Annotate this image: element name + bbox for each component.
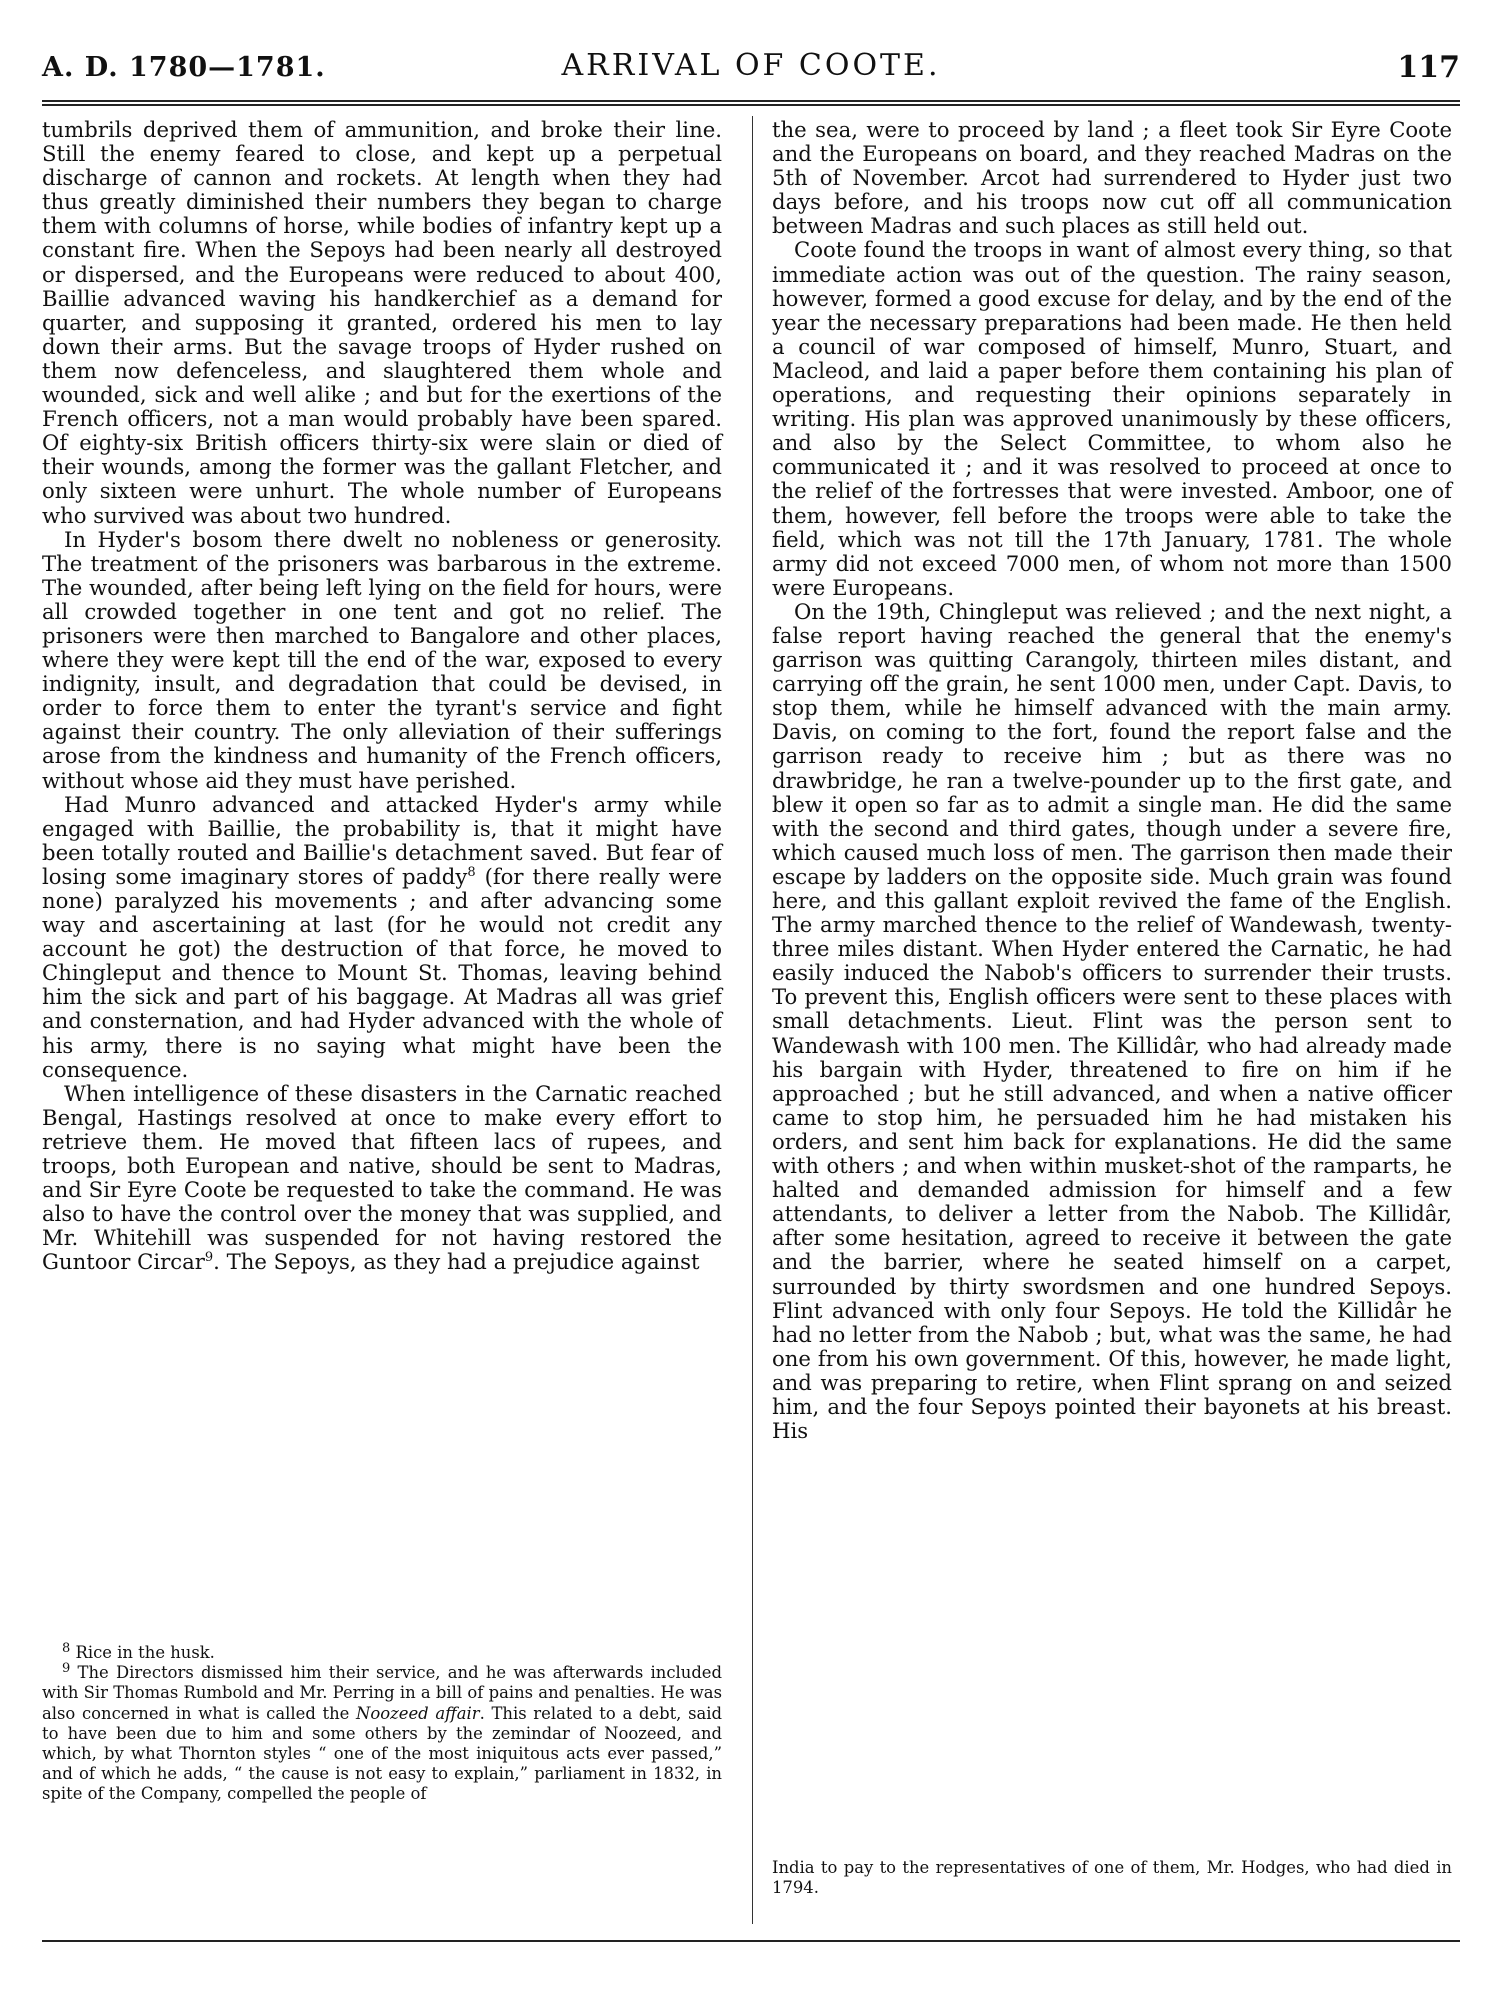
book-page xyxy=(42,40,1460,1968)
header-date-range: A. D. 1780—1781. xyxy=(42,52,326,83)
footnote-ref: 8 xyxy=(467,864,476,880)
footnote-9-continued: India to pay to the representatives of one of them, Mr. Hodges, who had died in 1794. xyxy=(772,1858,1452,1898)
paragraph: the sea, were to proceed by land ; a fleet took Sir Eyre Coote and the Europeans on board, and they reached Madras on the 5th of November. Arcot had surrendered to Hyder just two days before, and his troops now cut off all communication between Madras and such places as still held out. xyxy=(772,117,1452,239)
footnote-9: $^9$ The Directors dismissed him their service, and he was afterwards included with Sir Thomas Rumbold and Mr. Perring in a bill of pains and penalties. He was also concerned in what is called the Noozeed affair. This related to a debt, said to have been due to him and some others by the zemindar of Noozeed, and which, by what Thornton styles “ one of the most iniquitous acts ever passed,” and of which he adds, “ the cause is not easy to explain,” parliament in 1832, in spite of the Company, compelled the people of xyxy=(42,1661,722,1804)
footnote-ref: 9 xyxy=(204,1250,214,1266)
footnote-8: $^8$ Rice in the husk. xyxy=(62,1641,215,1662)
running-header xyxy=(42,40,1460,96)
paragraph: On the 19th, Chingleput was relieved ; and the next night, a false report having reached the general that the enemy's garrison was quitting Carangoly, thirteen miles distant, and carrying off the grain, he sent 1000 men, under Capt. Davis, to stop them, while he himself advanced with the main army. Davis, on coming to the fort, found the report false and the garrison ready to receive him ; but as there was no drawbridge, he ran a twelve-pounder up to the first gate, and blew it open so far as to admit a single man. He did the same with the second and third gates, though under a severe fire, which caused much loss of men. The garrison then made their escape by ladders on the opposite side. Much grain was found here, and this gallant exploit revived the fame of the English. The army marched thence to the relief of Wandewash, twenty-three miles distant. When Hyder entered the Carnatic, he had easily induced the Nabob's officers to surrender their trusts. To prevent this, English officers were sent to these places with small detachments. Lieut. Flint was the person sent to Wandewash with 100 men. The Killidâr, who had already made his bargain with Hyder, threatened to fire on him if he approached ; but he still advanced, and when a native officer came to stop him, he persuaded him he had mistaken his orders, and sent him back for explanations. He did the same with others ; and when within musket-shot of the ramparts, he halted and demanded admission for himself and a few attendants, to deliver a letter from the Nabob. The Killidâr, after some hesitation, agreed to receive it between the gate and the barrier, where he seated himself on a carpet, surrounded by thirty swordsmen and one hundred Sepoys. Flint advanced with only four Sepoys. He told the Killidâr he had no letter from the Nabob ; but, what was the same, he had one from his own government. Of this, however, he made light, and was preparing to retire, when Flint sprang on and seized him, and the four Sepoys pointed their bayonets at his breast. His xyxy=(772,598,1452,1444)
paragraph: Coote found the troops in want of almost every thing, so that immediate action was out of the question. The rainy season, however, formed a good excuse for delay, and by the end of the year the necessary preparations had been made. He then held a council of war composed of himself, Munro, Stuart, and Macleod, and laid a paper before them containing his plan of operations, and requesting their opinions separately in writing. His plan was approved unanimously by these officers, and also by the Select Committee, to whom also he communicated it ; and it was resolved to proceed at once to the relief of the fortresses that were invested. Amboor, one of them, however, fell before the troops were able to take the field, which was not till the 17th January, 1781. The whole army did not exceed 7000 men, of whom not more than 1500 were Europeans. xyxy=(772,237,1452,600)
footnote-marker: 8 xyxy=(62,1641,71,1656)
paragraph: In Hyder's bosom there dwelt no nobleness or generosity. The treatment of the prisoners was barbarous in the extreme. The wounded, after being left lying on the field for hours, were all crowded together in one tent and got no relief. The prisoners were then marched to Bangalore and other places, where they were kept till the end of the war, exposed to every indignity, insult, and degradation that could be devised, in order to force them to enter the tyrant's service and fight against their country. The only alleviation of their sufferings arose from the kindness and humanity of the French officers, without whose aid they must have perished. xyxy=(42,526,722,793)
footnotes-left xyxy=(42,1643,722,1805)
header-title: ARRIVAL OF COOTE. xyxy=(561,48,941,83)
paragraph-text: (for there really were none) paralyzed his movements ; and after advancing some way and ascertaining at last (for he would not credit any account he got) the destruction of that force, he moved to Chingleput and thence to Mount St. Thomas, leaving behind him the sick and part of his baggage. At Madras all was grief and consternation, and had Hyder advanced with the whole of his army, there is no saying what might have been the consequence. xyxy=(42,863,723,1082)
right-column xyxy=(772,118,1452,1443)
paragraph xyxy=(42,793,722,1082)
column-divider xyxy=(752,116,753,1924)
footnote-marker: 9 xyxy=(62,1661,71,1677)
page-number: 117 xyxy=(1397,50,1460,85)
header-rule-top xyxy=(42,100,1460,102)
paragraph-text: . The Sepoys, as they had a prejudice against xyxy=(213,1249,700,1275)
paragraph-text: When intelligence of these disasters in the Carnatic reached Bengal, Hastings resolved at once to make every effort to retrieve them. He moved that fifteen lacs of rupees, and troops, both European and native, should be sent to Madras, and Sir Eyre Coote be requested to take the command. He was also to have the control over the money that was supplied, and Mr. Whitehill was suspended for not having restored the Guntoor Circar xyxy=(42,1080,722,1275)
paragraph: tumbrils deprived them of ammunition, and broke their line. Still the enemy feared to close, and kept up a perpetual discharge of cannon and rockets. At length when they had thus greatly diminished their numbers they began to charge them with columns of horse, while bodies of infantry kept up a constant fire. When the Sepoys had been nearly all destroyed or dispersed, and the Europeans were reduced to about 400, Baillie advanced waving his handkerchief as a demand for quarter, and supposing it granted, ordered his men to lay down their arms. But the savage troops of Hyder rushed on them now defenceless, and slaughtered them whole and wounded, sick and well alike ; and but for the exertions of the French officers, not a man would probably have been spared. Of eighty-six British officers thirty-six were slain or died of their wounds, among the former was the gallant Fletcher, and only sixteen were unhurt. The whole number of Europeans who survived was about two hundred. xyxy=(42,117,722,528)
footnote-italic: Noozeed affair xyxy=(356,1703,480,1723)
header-rule-bottom xyxy=(42,104,1460,106)
left-column xyxy=(42,118,722,1275)
footnotes-right xyxy=(772,1858,1452,1898)
paragraph xyxy=(42,1082,722,1275)
footer-rule xyxy=(42,1940,1460,1942)
paragraph-text: Had Munro advanced and attacked Hyder's army while engaged with Baillie, the probability is, that it might have been totally routed and Baillie's detachment saved. But fear of losing some imaginary stores of paddy xyxy=(42,791,722,889)
